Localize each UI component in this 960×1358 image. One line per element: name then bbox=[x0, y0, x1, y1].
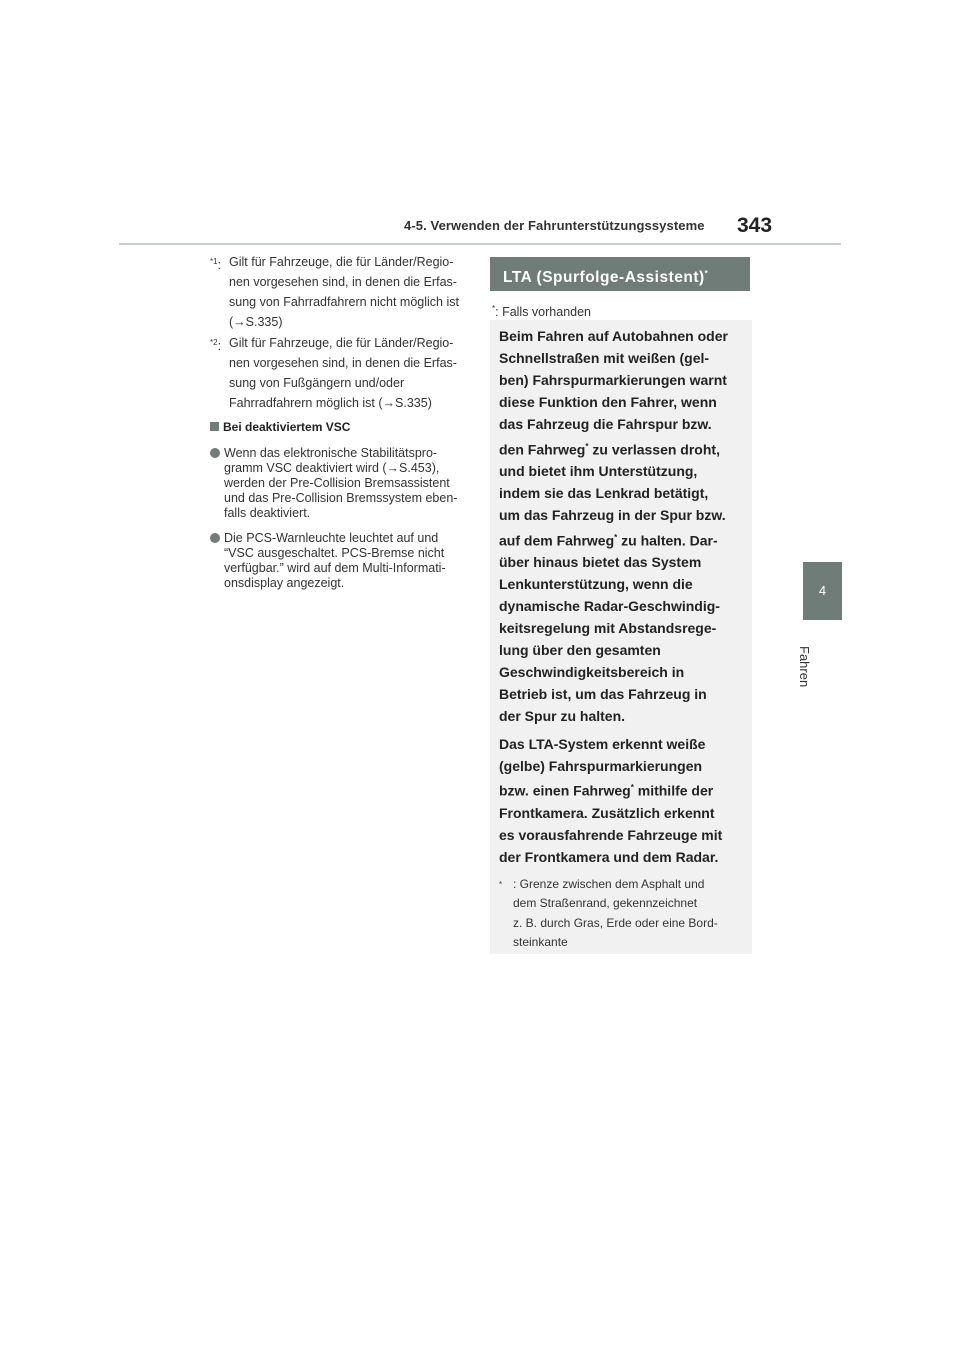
footnote-mark: $^{*2}$: bbox=[210, 338, 222, 354]
footnote-line: Gilt für Fahrzeuge, die für Länder/Regio- bbox=[229, 255, 454, 269]
lta-section-title: LTA (Spurfolge-Assistent)* bbox=[490, 257, 750, 291]
footnote-line: sung von Fahrradfahrern nicht möglich ist bbox=[229, 295, 459, 309]
square-bullet-icon bbox=[210, 422, 219, 431]
bullet-line: verfügbar.” wird auf dem Multi-Informati- bbox=[224, 561, 446, 575]
footnote-1 bbox=[210, 252, 472, 332]
footnote-2 bbox=[210, 333, 472, 413]
page-number: 343 bbox=[737, 214, 773, 237]
bullet-line: und das Pre-Collision Bremssystem eben- bbox=[224, 491, 458, 505]
bullet-line: onsdisplay angezeigt. bbox=[224, 576, 345, 590]
info-paragraph-1: Beim Fahren auf Autobahnen oder Schnellstraßen mit weißen (gel- ben) Fahrspurmarkierungen warnt diese Funktion den Fahrer, wenn das Fahrzeug die Fahrspur bzw. den Fahrweg* zu verlassen droht, und bietet ihm Unterstützung, indem sie das Lenkrad betätigt, um das Fahrzeug in der Spur bzw. auf dem Fahrweg* zu halten. Dar- über hinaus bietet das System Lenkunterstützung, wenn die dynamische Radar-Geschwindig- keitsregelung mit Abstandsrege- lung über den gesamten Geschwindigkeitsbereich in Betrieb ist, um das Fahrzeug in der Spur zu halten. bbox=[499, 328, 728, 724]
footnote-line: Fahrradfahrern möglich ist (→S.335) bbox=[229, 396, 432, 410]
info-paragraph-2: Das LTA-System erkennt weiße (gelbe) Fahrspurmarkierungen bzw. einen Fahrweg* mithilfe der Frontkamera. Zusätzlich erkennt es vorausfahrende Fahrzeuge mit der Frontkamera und dem Radar. bbox=[499, 735, 723, 865]
chapter-tab: 4 bbox=[803, 562, 842, 620]
bullet-line: Wenn das elektronische Stabilitätspro- bbox=[224, 446, 438, 460]
footnote-line: sung von Fußgängern und/oder bbox=[229, 376, 405, 390]
footnote-line: Gilt für Fahrzeuge, die für Länder/Regio- bbox=[229, 336, 454, 350]
section-title: 4-5. Verwenden der Fahrunterstützungssysteme bbox=[404, 218, 705, 233]
info-footnote: * : Grenze zwischen dem Asphalt und dem Straßenrand, gekennzeichnet z. B. durch Gras, Erde oder eine Bord- steinkante bbox=[499, 876, 718, 950]
bullet-dot-icon bbox=[210, 533, 220, 543]
footnote-line: nen vorgesehen sind, in denen die Erfas- bbox=[229, 275, 457, 289]
bullet-item bbox=[210, 531, 472, 591]
footnote-line: (→S.335) bbox=[229, 315, 283, 329]
subheading: Bei deaktiviertem VSC bbox=[210, 420, 350, 434]
bullet-line: Die PCS-Warnleuchte leuchtet auf und bbox=[224, 531, 439, 545]
bullet-dot-icon bbox=[210, 448, 220, 458]
footnote-line: nen vorgesehen sind, in denen die Erfas- bbox=[229, 356, 457, 370]
chapter-label: Fahren bbox=[797, 646, 812, 688]
bullet-line: falls deaktiviert. bbox=[224, 506, 311, 520]
bullet-line: “VSC ausgeschaltet. PCS-Bremse nicht bbox=[224, 546, 445, 560]
bullet-line: gramm VSC deaktiviert wird (→S.453), bbox=[224, 461, 440, 475]
lta-footnote: *: Falls vorhanden bbox=[492, 304, 592, 320]
lta-info-box bbox=[490, 320, 752, 954]
footnote-mark: $^{*1}$: bbox=[210, 257, 222, 273]
bullet-item bbox=[210, 446, 472, 521]
header-divider bbox=[119, 243, 841, 245]
bullet-line: werden der Pre-Collision Bremsassistent bbox=[224, 476, 450, 490]
